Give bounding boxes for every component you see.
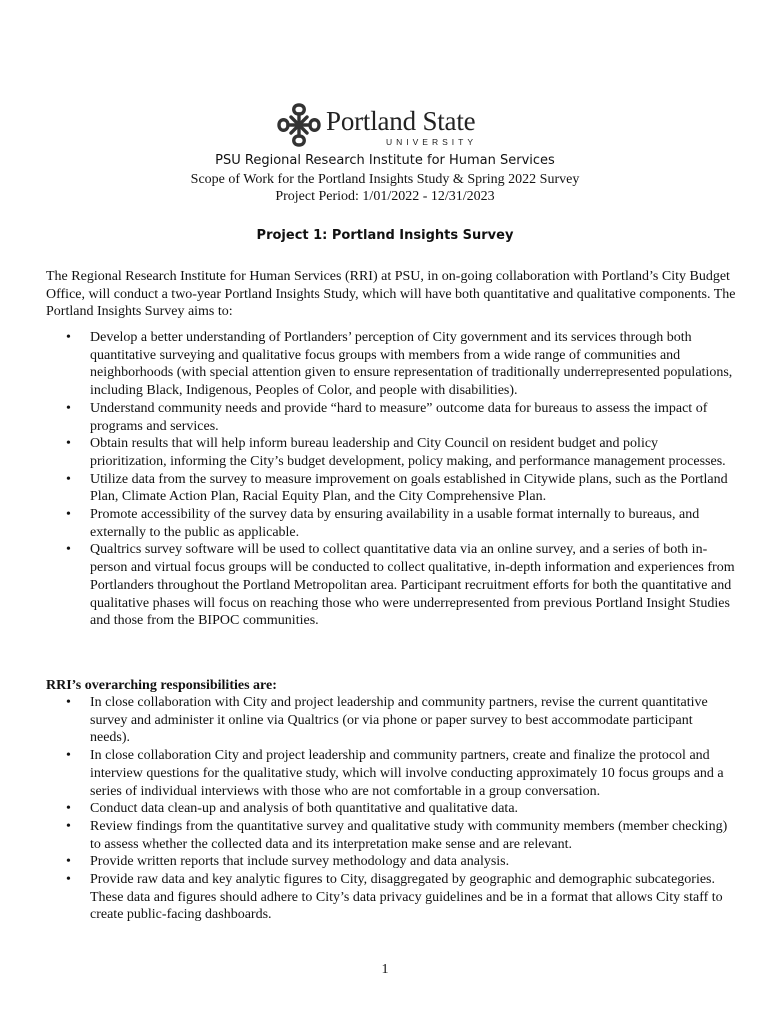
- list-item: • Understand community needs and provide “hard to measure” outcome data for bureaus to assess the impact of programs and services.: [46, 400, 736, 435]
- project-period: Project Period: 1/01/2022 - 12/31/2023: [275, 189, 495, 204]
- list-item: • In close collaboration City and project leadership and community partners, create and finalize the protocol and interview questions for the qualitative study, which will involve conducting approximately 10 focus groups and a series of individual interviews with those who are not comfortable in a group conversation.: [46, 747, 736, 800]
- project-title: Project 1: Portland Insights Survey: [256, 228, 514, 243]
- psu-logo-icon: [276, 102, 322, 148]
- responsibilities-list: [46, 694, 736, 924]
- page-number: 1: [381, 962, 389, 977]
- list-item: • Conduct data clean-up and analysis of both quantitative and qualitative data.: [46, 800, 736, 818]
- list-item: • Qualtrics survey software will be used to collect quantitative data via an online survey, and a series of both in-person and virtual focus groups will be conducted to collect qualitative, in-depth information and experiences from Portlanders throughout the Portland Metropolitan area. Participant recruitment efforts for both the quantitative and qualitative phases will focus on reaching those who were underrepresented from previous Portland Insight Studies and those from the BIPOC communities.: [46, 541, 736, 630]
- list-item: • Provide written reports that include survey methodology and data analysis.: [46, 853, 736, 871]
- list-item: • Promote accessibility of the survey data by ensuring availability in a usable format internally to bureaus, and externally to the public as applicable.: [46, 506, 736, 541]
- scope-line: Scope of Work for the Portland Insights Study & Spring 2022 Survey: [190, 172, 580, 187]
- aims-list: [46, 329, 736, 630]
- list-item: • In close collaboration with City and project leadership and community partners, revise the current quantitative survey and administer it online via Qualtrics (or via phone or paper survey to best accommodate participant needs).: [46, 694, 736, 747]
- list-item: • Develop a better understanding of Portlanders’ perception of City government and its services through both quantitative surveying and qualitative focus groups with members from a wide range of communities and neighborhoods (with special attention given to ensure representation of traditionally underrepresented populations, including Black, Indigenous, Peoples of Color, and people with disabilities).: [46, 329, 736, 400]
- logo-subtitle: UNIVERSITY: [386, 137, 478, 147]
- intro-paragraph: The Regional Research Institute for Human Services (RRI) at PSU, in on-going collaboration with Portland’s City Budget Office, will conduct a two-year Portland Insights Study, which will have both quantitative and qualitative components. The Portland Insights Survey aims to:: [46, 269, 736, 320]
- list-item: • Review findings from the quantitative survey and qualitative study with community members (member checking) to assess whether the collected data and its interpretation make sense and are relevant.: [46, 818, 736, 853]
- institute-name: PSU Regional Research Institute for Human Services: [215, 153, 555, 168]
- section-heading: RRI’s overarching responsibilities are:: [46, 678, 277, 693]
- list-item: • Provide raw data and key analytic figures to City, disaggregated by geographic and demographic subcategories. These data and figures should adhere to City’s data privacy guidelines and be in a format that allows City staff to create public-facing dashboards.: [46, 871, 736, 924]
- list-item: • Obtain results that will help inform bureau leadership and City Council on resident budget and policy prioritization, informing the City’s budget development, policy making, and performance management processes.: [46, 435, 736, 470]
- logo-wordmark: Portland State: [326, 106, 476, 136]
- list-item: • Utilize data from the survey to measure improvement on goals established in Citywide plans, such as the Portland Plan, Climate Action Plan, Racial Equity Plan, and the City Comprehensive Plan.: [46, 471, 736, 506]
- psu-logo: [276, 102, 496, 150]
